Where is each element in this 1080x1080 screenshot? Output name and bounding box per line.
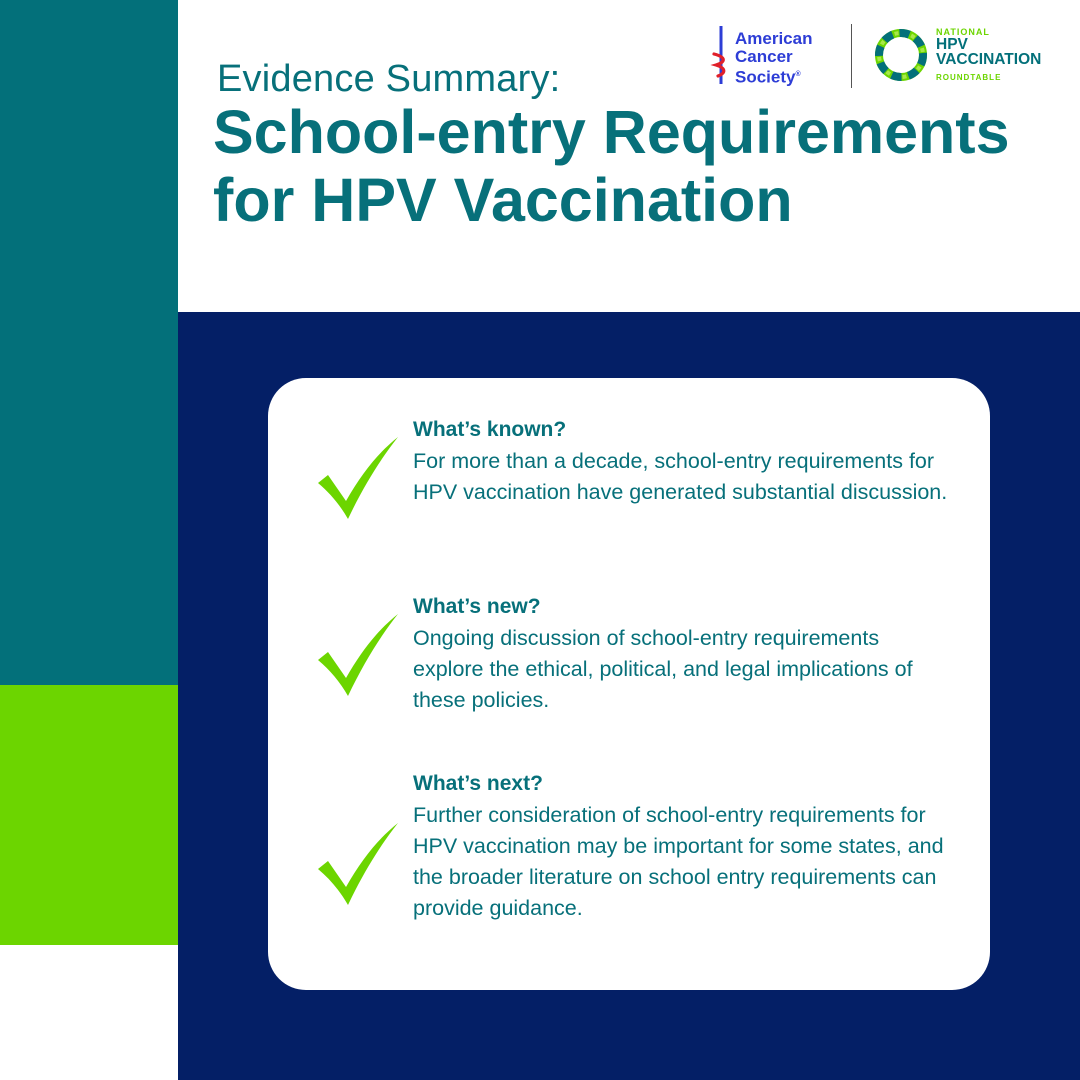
- page-title: School-entry Requirements for HPV Vaccination: [213, 98, 1010, 234]
- item-heading: What’s next?: [413, 772, 543, 795]
- checkmark-icon: [316, 435, 400, 523]
- registered-mark: ®: [795, 71, 801, 78]
- acs-line-1: American: [735, 29, 813, 48]
- hpv-roundtable-label: ROUNDTABLE: [936, 73, 1002, 82]
- hpv-roundtable-logo: [872, 24, 1072, 88]
- item-body: Further consideration of school-entry requirements for HPV vaccination may be important for some states, and the broader literature on school entry requirements can provide guidance.: [413, 803, 944, 920]
- logo-divider: [851, 24, 852, 88]
- page-subtitle: Evidence Summary:: [217, 58, 561, 100]
- item-body: Ongoing discussion of school-entry requirements explore the ethical, political, and legal implications of these policies.: [413, 626, 913, 712]
- hpv-line-1: HPV: [936, 36, 968, 53]
- evidence-card: [268, 378, 990, 990]
- hpv-line-2: VACCINATION: [936, 51, 1042, 68]
- teal-side-bar: [0, 0, 178, 685]
- hpv-national-label: NATIONAL: [936, 27, 990, 37]
- american-cancer-society-logo: [710, 24, 840, 88]
- acs-wordmark: [735, 30, 845, 87]
- green-side-bar: [0, 685, 178, 945]
- ring-logo-icon: [872, 26, 930, 84]
- item-heading: What’s known?: [413, 418, 567, 441]
- sword-logo-icon: [710, 24, 732, 88]
- checkmark-icon: [316, 612, 400, 700]
- acs-line-2: Cancer: [735, 47, 793, 66]
- acs-line-3: [735, 66, 845, 87]
- checkmark-icon: [316, 821, 400, 909]
- item-body: For more than a decade, school-entry requirements for HPV vaccination have generated substantial discussion.: [413, 449, 948, 504]
- hpv-wordmark: [936, 37, 1041, 67]
- item-heading: What’s new?: [413, 595, 541, 618]
- acs-line-3-text: Society: [735, 67, 796, 87]
